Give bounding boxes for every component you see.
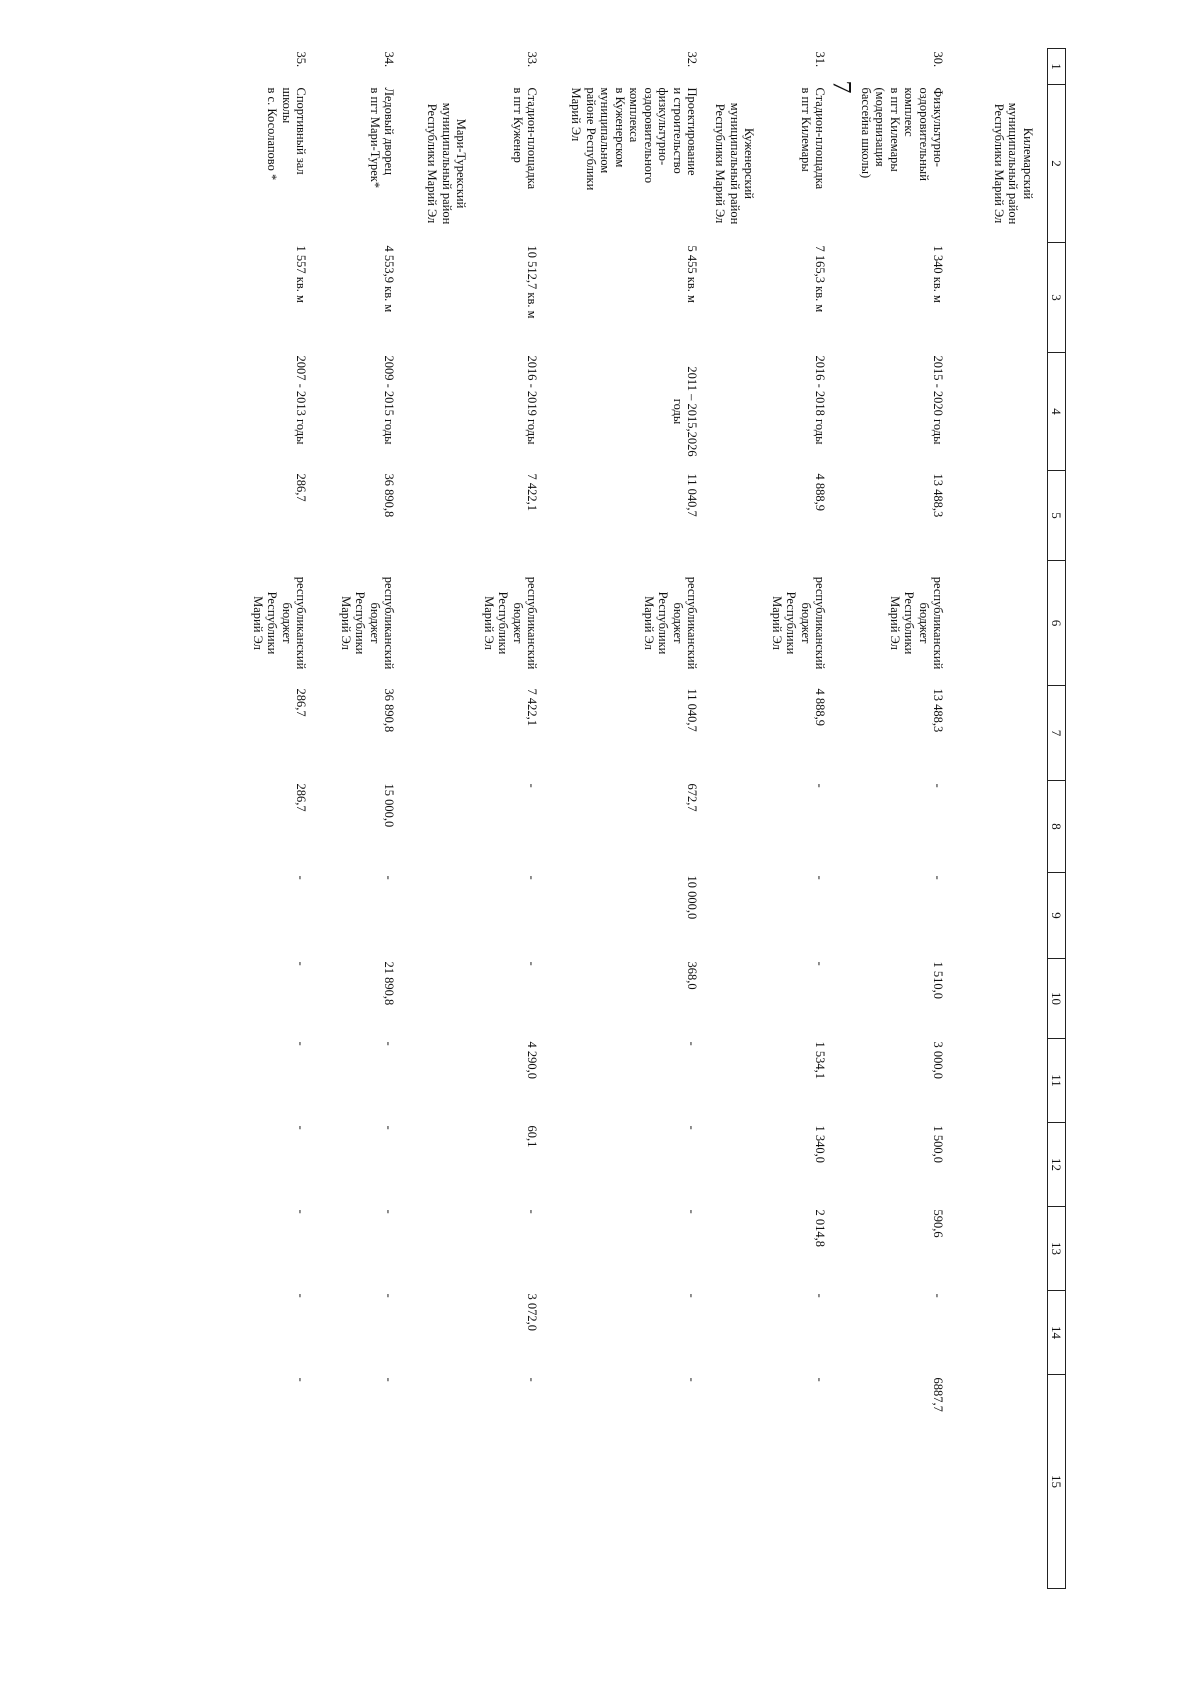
col-header: 15 — [1048, 1375, 1066, 1589]
col-header: 7 — [1048, 686, 1066, 781]
cell-9: - — [382, 875, 397, 880]
row-number: 32. — [685, 51, 700, 68]
funding-source: республиканский бюджет Республики Марий Эл — [251, 576, 309, 670]
col-header: 8 — [1048, 781, 1066, 873]
cell-5: 7 422,1 — [525, 473, 540, 511]
table-row — [552, 49, 712, 1589]
row-number: 30. — [931, 51, 946, 68]
table-row — [321, 49, 409, 1589]
col-header: 14 — [1048, 1291, 1066, 1375]
cell-14: 3 072,0 — [525, 1293, 540, 1331]
cell-12: 1 500,0 — [931, 1125, 946, 1163]
cell-10: - — [294, 961, 309, 966]
table-row — [712, 49, 840, 1589]
cell-11: 3 000,0 — [931, 1041, 946, 1079]
col-header: 1 — [1048, 49, 1066, 85]
cell-5: 13 488,3 — [931, 473, 946, 518]
object-area: 1 557 кв. м — [294, 245, 309, 303]
funding-source: республиканский бюджет Республики Марий Эл — [339, 576, 397, 670]
district-header-row — [958, 49, 1048, 1589]
cell-15: 6887,7 — [931, 1377, 946, 1412]
cell-8: - — [931, 783, 946, 788]
cell-12: - — [382, 1125, 397, 1130]
table-row — [221, 49, 321, 1589]
object-area: 10 512,7 кв. м — [525, 245, 540, 319]
row-number: 34. — [382, 51, 397, 68]
district-header: Мари-Турекский муниципальный район Республики Марий Эл — [425, 102, 469, 225]
funding-source: республиканский бюджет Республики Марий Эл — [888, 576, 946, 670]
district-header: Килемарский муниципальный район Республики Марий Эл — [992, 102, 1035, 225]
cell-15: - — [294, 1377, 309, 1382]
col-header: 13 — [1048, 1207, 1066, 1291]
cell-13: - — [294, 1209, 309, 1214]
row-number: 33. — [525, 51, 540, 68]
cell-7: 13 488,3 — [931, 688, 946, 733]
cell-5: 11 040,7 — [685, 473, 700, 517]
object-name: Физкультурно- оздоровительный комплекс в пгт Килемары (модернизация бассейна школы) — [859, 87, 946, 181]
district-header: Куженерский муниципальный район Республики Марий Эл — [713, 102, 757, 225]
cell-11: - — [382, 1041, 397, 1046]
col-header: 2 — [1048, 85, 1066, 243]
object-name-block — [712, 85, 840, 243]
cell-8: 15 000,0 — [382, 783, 397, 828]
rotated-table-container — [198, 48, 1066, 1588]
col-header: 3 — [1048, 243, 1066, 353]
cell-8: - — [525, 783, 540, 788]
cell-9: - — [294, 875, 309, 880]
object-years: 2009 - 2015 годы — [382, 355, 397, 445]
cell-5: 36 890,8 — [382, 473, 397, 518]
cell-12: 60,1 — [525, 1125, 540, 1148]
cell-14: - — [685, 1293, 700, 1298]
object-years: 2016 - 2019 годы — [525, 355, 540, 445]
row-number: 35. — [294, 51, 309, 68]
object-name: Ледовый дворец в пгт Мари-Турек* — [368, 87, 397, 189]
cell-14: - — [931, 1293, 946, 1298]
cell-14: - — [382, 1293, 397, 1298]
row-number: 31. — [813, 51, 828, 68]
cell-9: - — [931, 875, 946, 880]
cell-15: - — [685, 1377, 700, 1382]
cell-10: - — [525, 961, 540, 966]
cell-9: 10 000,0 — [685, 875, 700, 920]
cell-15: - — [525, 1377, 540, 1382]
object-name: Стадион-площадка в пгт Куженер — [511, 87, 540, 190]
cell-11: - — [294, 1041, 309, 1046]
table-row — [840, 49, 958, 1589]
cell-5: 4 888,9 — [813, 473, 828, 511]
col-header: 11 — [1048, 1039, 1066, 1123]
funding-source: республиканский бюджет Республики Марий Эл — [770, 576, 828, 670]
object-name: Спортивный зал школы в с. Косолапово * — [265, 87, 309, 181]
cell-12: - — [685, 1125, 700, 1130]
object-name: Проектирование и строительство физкультурно- оздоровительного комплекса в Куженерском муниципальном районе Республики Марий Эл — [569, 87, 700, 191]
object-area: 4 553,9 кв. м — [382, 245, 397, 313]
cell-12: 1 340,0 — [813, 1125, 828, 1163]
col-header: 6 — [1048, 561, 1066, 686]
col-header: 4 — [1048, 353, 1066, 471]
cell-7: 4 888,9 — [813, 688, 828, 726]
object-area: 5 455 кв. м — [685, 245, 700, 303]
object-years: 2011 – 2015,2026 годы — [671, 366, 700, 457]
col-header: 10 — [1048, 959, 1066, 1039]
col-header: 9 — [1048, 873, 1066, 959]
column-numbers-row — [1048, 49, 1066, 1589]
program-table — [221, 48, 1067, 1589]
cell-8: 286,7 — [294, 783, 309, 812]
cell-13: 590,6 — [931, 1209, 946, 1238]
cell-11: 1 534,1 — [813, 1041, 828, 1079]
col-header: 12 — [1048, 1123, 1066, 1207]
cell-7: 7 422,1 — [525, 688, 540, 726]
cell-10: 1 510,0 — [931, 961, 946, 999]
object-years: 2015 - 2020 годы — [931, 355, 946, 445]
object-area: 7 165,3 кв. м — [813, 245, 828, 313]
cell-5: 286,7 — [294, 473, 309, 502]
cell-11: - — [685, 1041, 700, 1046]
cell-11: 4 290,0 — [525, 1041, 540, 1079]
table-row — [409, 49, 552, 1589]
funding-source: республиканский бюджет Республики Марий Эл — [642, 576, 700, 670]
cell-13: - — [382, 1209, 397, 1214]
cell-13: - — [525, 1209, 540, 1214]
cell-7: 36 890,8 — [382, 688, 397, 733]
object-years: 2016 - 2018 годы — [813, 355, 828, 445]
cell-8: - — [813, 783, 828, 788]
object-area: 1 340 кв. м — [931, 245, 946, 303]
cell-12: - — [294, 1125, 309, 1130]
cell-15: - — [382, 1377, 397, 1382]
object-years: 2007 - 2013 годы — [294, 355, 309, 445]
cell-10: - — [813, 961, 828, 966]
funding-source: республиканский бюджет Республики Марий Эл — [482, 576, 540, 670]
object-name: Стадион-площадка в пгт Килемары — [799, 87, 828, 190]
cell-13: - — [685, 1209, 700, 1214]
cell-8: 672,7 — [685, 783, 700, 812]
object-name-block — [409, 85, 552, 243]
cell-10: 21 890,8 — [382, 961, 397, 1006]
cell-9: - — [525, 875, 540, 880]
cell-7: 11 040,7 — [685, 688, 700, 732]
cell-9: - — [813, 875, 828, 880]
cell-14: - — [813, 1293, 828, 1298]
col-header: 5 — [1048, 471, 1066, 561]
cell-7: 286,7 — [294, 688, 309, 717]
cell-14: - — [294, 1293, 309, 1298]
cell-10: 368,0 — [685, 961, 700, 990]
cell-15: - — [813, 1377, 828, 1382]
cell-13: 2 014,8 — [813, 1209, 828, 1247]
page-number: 7 — [827, 80, 857, 94]
